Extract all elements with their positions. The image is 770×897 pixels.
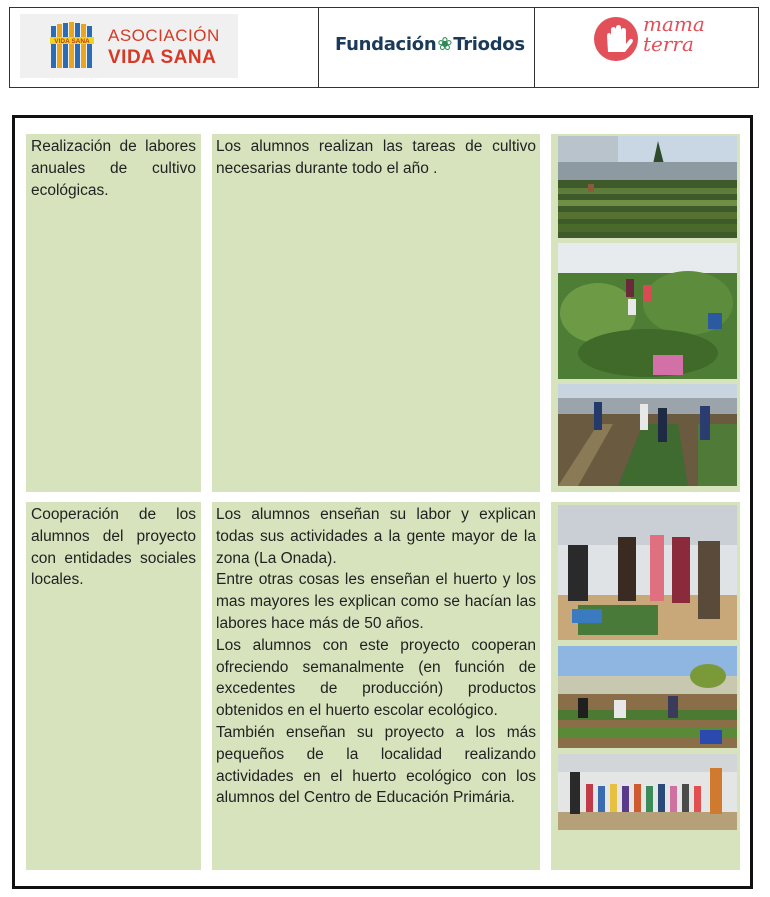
description-paragraph: Los alumnos realizan las tareas de cultivo necesarias durante todo el año . — [216, 138, 536, 177]
description-paragraph: Entre otras cosas les enseñan el huerto y los mas mayores les explican como se hacían las labores hace más de 50 años. — [216, 571, 536, 632]
mama-terra-line2: terra — [643, 32, 694, 56]
photo-students-in-garden — [558, 243, 737, 379]
hand-icon — [591, 14, 641, 64]
photos-cell-2 — [551, 502, 740, 870]
vida-sana-line1: ASOCIACIÓN — [108, 26, 220, 45]
vida-sana-mark-text: VIDA SANA — [54, 38, 90, 45]
triodos-logo — [335, 34, 525, 55]
activity-cell-1 — [26, 134, 201, 492]
logo-cell-triodos — [319, 8, 535, 87]
triodos-text-a: Fundación — [335, 34, 437, 55]
mama-terra-wordmark — [643, 14, 705, 54]
photo-group-field — [558, 646, 737, 748]
description-cell-1 — [212, 134, 540, 492]
photos-cell-1 — [551, 134, 740, 492]
mama-terra-line1: mama — [643, 12, 705, 36]
photo-greenhouse-crops — [558, 136, 737, 238]
vida-sana-line2: VIDA SANA — [108, 47, 217, 68]
logo-cell-mama-terra — [535, 8, 758, 87]
activity-cell-2 — [26, 502, 201, 870]
description-paragraph: Los alumnos enseñan su labor y explican todas sus actividades a la gente mayor de la zona (La Onada). — [216, 506, 536, 567]
description-paragraph: También enseñan su proyecto a los más pequeños de la localidad realizando actividades en el huerto ecológico con los alumnos del Centro de Educación Primária. — [216, 723, 536, 807]
description-cell-2 — [212, 502, 540, 870]
logo-cell-vida-sana — [10, 8, 319, 87]
triodos-knot-icon: ❀ — [437, 34, 453, 55]
logo-header — [9, 7, 759, 88]
photo-students-in-rows — [558, 384, 737, 486]
photo-elderly-visit — [558, 505, 737, 640]
photo-children-group — [558, 754, 737, 830]
activities-table — [12, 115, 753, 889]
triodos-text-b: Triodos — [453, 34, 525, 55]
vida-sana-logo — [20, 14, 238, 78]
description-paragraph: Los alumnos con este proyecto cooperan ofreciendo semanalmente (en función de excedentes de producción) productos obtenidos en el huerto escolar ecológico. — [216, 636, 536, 720]
activity-text-2: Cooperación de los alumnos del proyecto con entidades sociales locales. — [31, 506, 196, 589]
vida-sana-mark-icon — [48, 22, 98, 72]
activity-text-1: Realización de labores anuales de cultivo ecológicas. — [31, 138, 196, 199]
